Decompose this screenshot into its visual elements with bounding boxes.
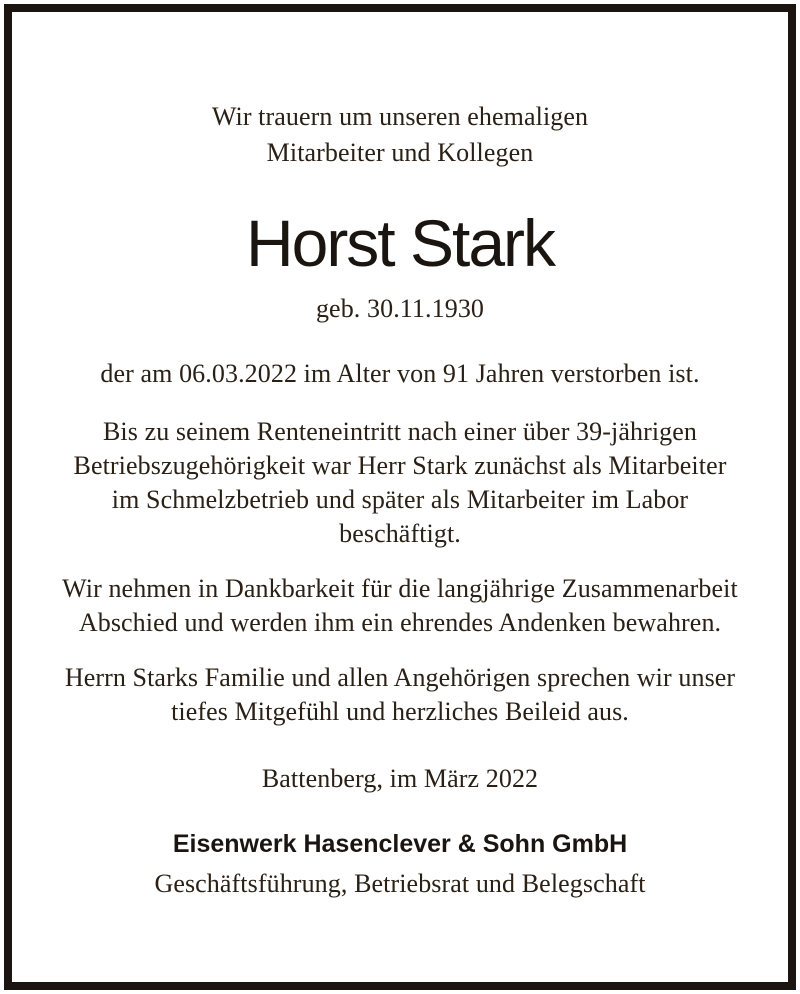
intro-line-1: Wir trauern um unseren ehemaligen <box>211 102 589 131</box>
company-name: Eisenwerk Hasenclever & Sohn GmbH <box>172 830 628 858</box>
birth-date: geb. 30.11.1930 <box>315 294 485 323</box>
paragraph2-line-1: Wir nehmen in Dankbarkeit für die langjährige Zusammenarbeit <box>62 574 738 603</box>
company-subline: Geschäftsführung, Betriebsrat und Belegschaft <box>154 869 646 898</box>
paragraph1-line-3: im Schmelzbetrieb und später als Mitarbeiter im Labor <box>111 485 689 514</box>
obituary-notice <box>4 4 796 990</box>
intro-line-2: Mitarbeiter und Kollegen <box>266 138 534 167</box>
paragraph3-line-2: tiefes Mitgefühl und herzliches Beileid aus. <box>171 697 629 726</box>
place-date: Battenberg, im März 2022 <box>261 764 539 793</box>
paragraph2-line-2: Abschied und werden ihm ein ehrendes Andenken bewahren. <box>78 608 722 637</box>
paragraph3-line-1: Herrn Starks Familie und allen Angehörigen sprechen wir unser <box>64 663 736 692</box>
death-line: der am 06.03.2022 im Alter von 91 Jahren verstorben ist. <box>100 359 700 388</box>
paragraph1-line-2: Betriebszugehörigkeit war Herr Stark zunächst als Mitarbeiter <box>73 451 727 480</box>
paragraph1-line-4: beschäftigt. <box>339 519 461 548</box>
paragraph1-line-1: Bis zu seinem Renteneintritt nach einer über 39-jährigen <box>102 417 697 446</box>
deceased-name: Horst Stark <box>245 206 555 280</box>
